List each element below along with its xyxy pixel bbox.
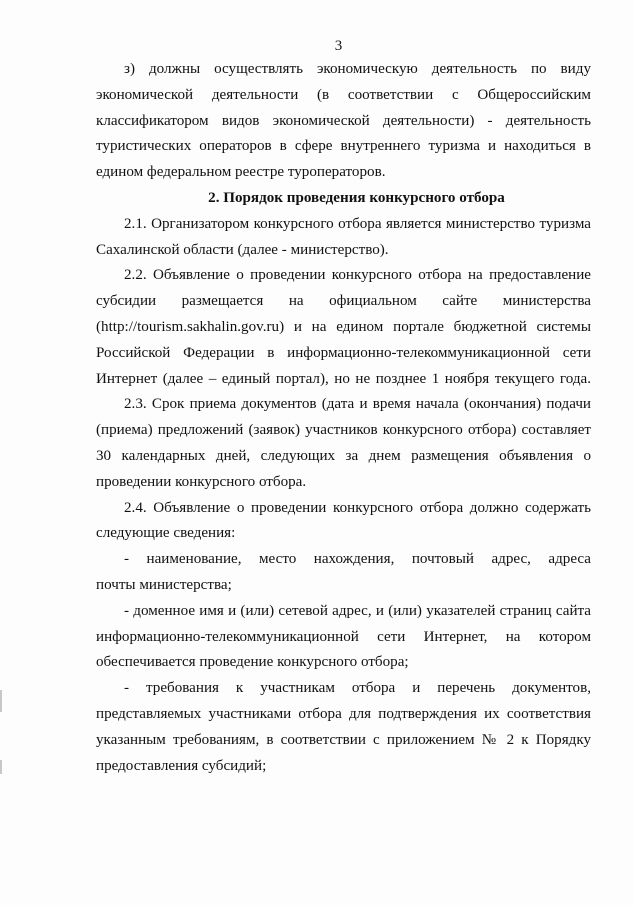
text-line: з) должны осуществлять экономическую деятельность по виду xyxy=(124,61,591,77)
text-line: экономической деятельности (в соответствии с Общероссийским xyxy=(96,86,591,103)
text-line: - доменное имя и (или) сетевой адрес, и (или) указателей страниц сайта xyxy=(124,602,591,619)
text-line: 30 календарных дней, следующих за днем размещения объявления о xyxy=(96,447,591,464)
text-line: почты министерства; xyxy=(96,576,232,593)
text-line: следующие сведения: xyxy=(96,525,236,542)
text-line: субсидии размещается на официальном сайте министерства xyxy=(96,293,591,310)
text-line: Российской Федерации в информационно-телекоммуникационной сети xyxy=(96,344,591,361)
text-line: Интернет (далее – единый портал), но не позднее 1 ноября текущего года. xyxy=(96,370,591,387)
text-line: - требования к участникам отбора и перечень документов, xyxy=(124,680,591,697)
text-line: предоставления субсидий; xyxy=(96,757,267,774)
section-heading: 2. Порядок проведения конкурсного отбора xyxy=(208,189,505,206)
text-line: 2.4. Объявление о проведении конкурсного отбора должно содержать xyxy=(124,499,591,516)
text-line: 2.1. Организатором конкурсного отбора является министерство туризма xyxy=(124,215,591,232)
text-line: (http://tourism.sakhalin.gov.ru) и на едином портале бюджетной системы xyxy=(96,318,591,335)
text-line: информационно-телекоммуникационной сети Интернет, на котором xyxy=(96,628,591,645)
text-line: обеспечивается проведение конкурсного отбора; xyxy=(96,654,409,671)
text-line: представляемых участниками отбора для подтверждения их соответствия xyxy=(96,705,591,722)
text-line: 2.3. Срок приема документов (дата и время начала (окончания) подачи xyxy=(124,396,591,413)
scan-edge-mark xyxy=(0,690,2,712)
page-number: 3 xyxy=(334,38,343,54)
text-line: 2.2. Объявление о проведении конкурсного отбора на предоставление xyxy=(124,267,591,284)
text-line: классификатором видов экономической деятельности) - деятельность xyxy=(96,112,591,129)
text-line: едином федеральном реестре туроператоров. xyxy=(96,164,386,181)
text-line: (приема) предложений (заявок) участников конкурсного отбора) составляет xyxy=(96,422,591,439)
text-line: Сахалинской области (далее - министерство). xyxy=(96,241,389,258)
scan-edge-mark xyxy=(0,760,2,774)
text-line: указанным требованиям, в соответствии с приложением № 2 к Порядку xyxy=(96,731,591,748)
text-line: туристических операторов в сфере внутреннего туризма и находиться в xyxy=(96,138,591,155)
text-line: проведении конкурсного отбора. xyxy=(96,473,307,490)
text-line: - наименование, место нахождения, почтовый адрес, адреса xyxy=(124,551,591,568)
document-body xyxy=(96,57,591,779)
